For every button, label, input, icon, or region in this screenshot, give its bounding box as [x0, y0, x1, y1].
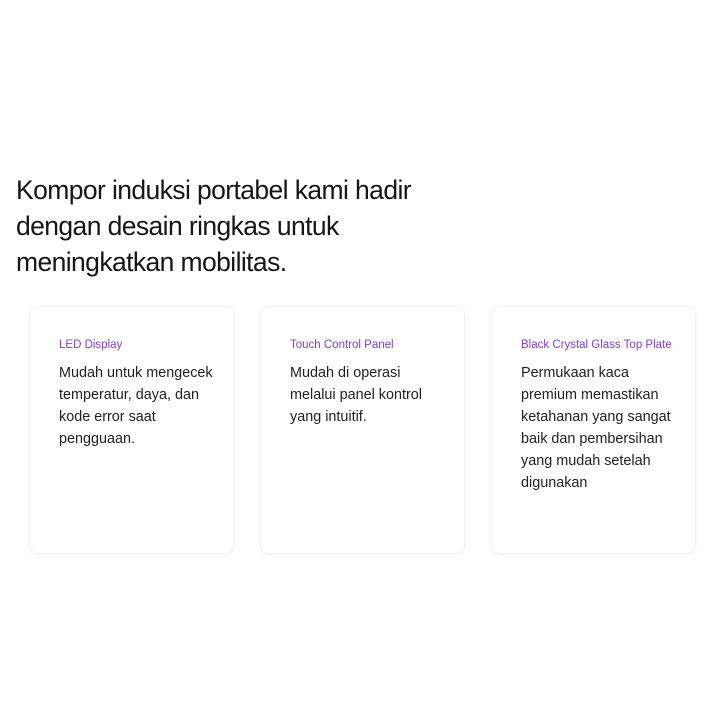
section-headline: Kompor induksi portabel kami hadir dengan desain ringkas untuk meningkatkan mobilitas.	[16, 175, 411, 277]
feature-card-description: Mudah untuk mengecek temperatur, daya, dan kode error saat pengguaan.	[59, 365, 213, 447]
feature-card-title: Touch Control Panel	[290, 339, 394, 351]
feature-card-glass-top-plate	[492, 307, 695, 553]
feature-cards	[30, 307, 696, 553]
feature-card-title: LED Display	[59, 339, 123, 351]
feature-card-led-display	[30, 307, 233, 553]
feature-card-description: Mudah di operasi melalui panel kontrol yang intuitif.	[290, 365, 422, 425]
feature-card-touch-control	[261, 307, 464, 553]
feature-card-description: Permukaan kaca premium memastikan ketahanan yang sangat baik dan pembersihan yang mudah setelah digunakan	[521, 365, 671, 491]
feature-card-title: Black Crystal Glass Top Plate	[521, 339, 672, 351]
